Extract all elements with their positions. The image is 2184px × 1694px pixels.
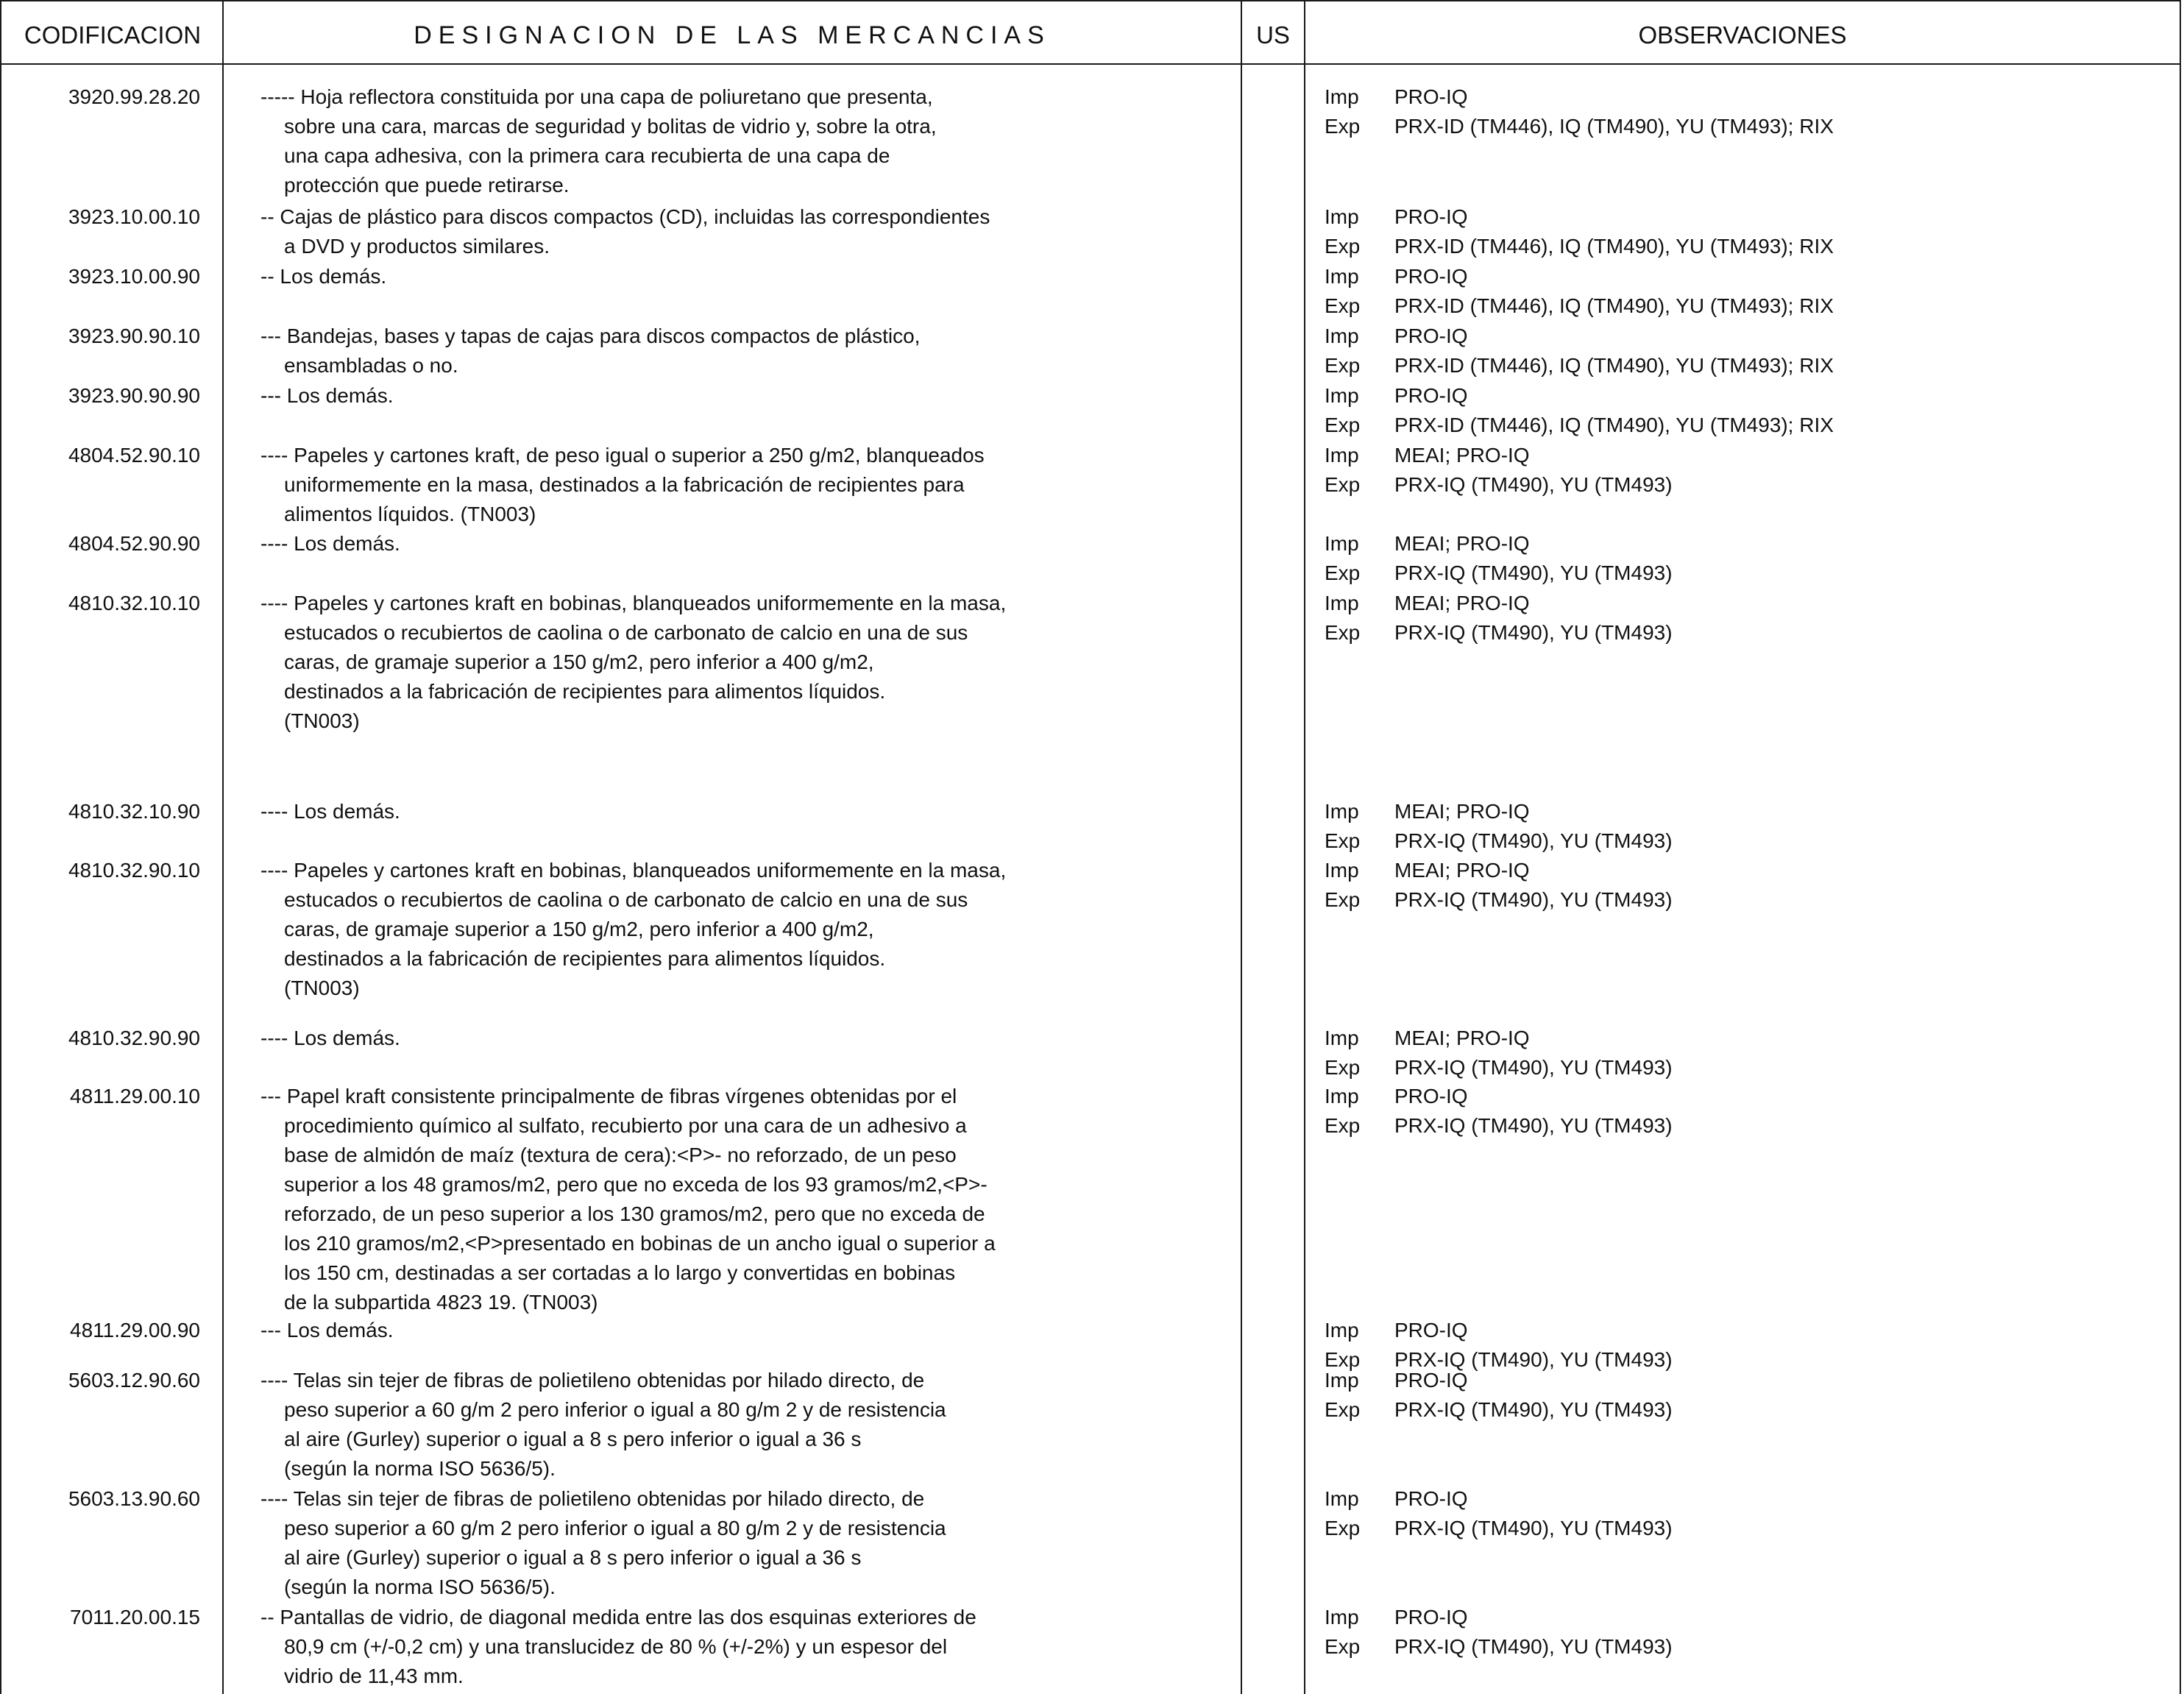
header-bottom-rule — [0, 63, 2181, 65]
observation-line — [1325, 1484, 2134, 1514]
designation-line: estucados o recubiertos de caolina o de carbonato de calcio en una de sus — [284, 621, 968, 644]
observation-line — [1325, 1632, 2134, 1662]
designation-line: caras, de gramaje superior a 150 g/m2, pero inferior a 400 g/m2, — [284, 651, 874, 673]
column-rule-right — [2180, 0, 2181, 1694]
row-code: 7011.20.00.15 — [70, 1606, 200, 1629]
header-codificacion-text: CODIFICACION — [24, 21, 202, 49]
designation-line: destinados a la fabricación de recipientes para alimentos líquidos. — [284, 947, 886, 970]
header-designacion-text: DESIGNACION DE LAS MERCANCIAS — [414, 21, 1051, 49]
designation-line: al aire (Gurley) superior o igual a 8 s pero inferior o igual a 36 s — [284, 1428, 862, 1450]
header-observaciones-text: OBSERVACIONES — [1638, 21, 1847, 49]
designation-line: procedimiento químico al sulfato, recubierto por una cara de un adhesivo a — [284, 1114, 967, 1137]
row-code: 3923.90.90.90 — [68, 384, 200, 407]
observation-kind: Imp — [1325, 859, 1359, 882]
designation-line: -- Los demás. — [260, 265, 387, 288]
observation-value: PRX-IQ (TM490), YU (TM493) — [1394, 888, 1673, 911]
designation-line: ensambladas o no. — [284, 354, 458, 377]
observation-line — [1325, 826, 2134, 856]
row-observations — [1325, 856, 2134, 915]
observation-kind: Exp — [1325, 829, 1361, 852]
observation-value: PRX-IQ (TM490), YU (TM493) — [1394, 1056, 1673, 1079]
row-code: 4810.32.90.90 — [68, 1027, 200, 1049]
designation-line: al aire (Gurley) superior o igual a 8 s pero inferior o igual a 36 s — [284, 1546, 862, 1569]
observation-kind: Imp — [1325, 800, 1359, 823]
observation-kind: Exp — [1325, 1056, 1361, 1079]
designation-line: ---- Papeles y cartones kraft en bobinas, blanqueados uniformemente en la masa, — [260, 592, 1007, 614]
row-code: 4810.32.10.90 — [68, 800, 200, 823]
row-code: 4810.32.10.10 — [68, 592, 200, 614]
observation-kind: Imp — [1325, 1606, 1359, 1629]
observation-line — [1325, 470, 2134, 500]
observation-value: PRX-IQ (TM490), YU (TM493) — [1394, 1114, 1673, 1137]
header-observaciones — [1305, 9, 2180, 62]
row-designation — [260, 529, 1217, 559]
observation-value: MEAI; PRO-IQ — [1394, 532, 1530, 555]
observation-line — [1325, 411, 2134, 440]
row-designation — [260, 1484, 1217, 1602]
designation-line: (según la norma ISO 5636/5). — [284, 1576, 556, 1598]
observation-value: PRO-IQ — [1394, 85, 1468, 108]
row-observations — [1325, 82, 2134, 141]
designation-line: ---- Telas sin tejer de fibras de polietileno obtenidas por hilado directo, de — [260, 1369, 925, 1392]
observation-kind: Imp — [1325, 85, 1359, 108]
observation-value: MEAI; PRO-IQ — [1394, 592, 1530, 614]
observation-value: PRX-ID (TM446), IQ (TM490), YU (TM493); RIX — [1394, 294, 1834, 317]
observation-kind: Imp — [1325, 1487, 1359, 1510]
row-observations — [1325, 441, 2134, 500]
row-designation — [260, 1024, 1217, 1053]
row-designation — [260, 202, 1217, 261]
row-observations — [1325, 529, 2134, 588]
row-code: 4811.29.00.10 — [70, 1085, 200, 1108]
observation-value: PRX-ID (TM446), IQ (TM490), YU (TM493); RIX — [1394, 354, 1834, 377]
observation-value: PRO-IQ — [1394, 325, 1468, 347]
row-designation — [260, 856, 1217, 1003]
designation-line: (según la norma ISO 5636/5). — [284, 1457, 556, 1480]
observation-value: PRX-IQ (TM490), YU (TM493) — [1394, 1517, 1673, 1539]
observation-line — [1325, 1024, 2134, 1053]
designation-line: de la subpartida 4823 19. (TN003) — [284, 1291, 598, 1314]
row-code: 5603.13.90.60 — [68, 1487, 200, 1510]
row-observations — [1325, 797, 2134, 856]
designation-line: ---- Los demás. — [260, 800, 400, 823]
row-designation — [260, 1366, 1217, 1484]
observation-kind: Exp — [1325, 1398, 1361, 1421]
row-observations — [1325, 202, 2134, 261]
designation-line: protección que puede retirarse. — [284, 174, 570, 196]
column-rule-us — [1304, 0, 1305, 1694]
row-designation — [260, 381, 1217, 411]
observation-line — [1325, 856, 2134, 885]
observation-line — [1325, 1514, 2134, 1543]
observation-value: PRX-IQ (TM490), YU (TM493) — [1394, 621, 1673, 644]
designation-line: superior a los 48 gramos/m2, pero que no exceda de los 93 gramos/m2,<P>- — [284, 1173, 988, 1196]
header-codificacion — [3, 9, 222, 62]
observation-value: PRO-IQ — [1394, 205, 1468, 228]
row-observations — [1325, 1024, 2134, 1082]
observation-line — [1325, 1603, 2134, 1632]
column-rule-code — [222, 0, 224, 1694]
observation-line — [1325, 589, 2134, 618]
observation-line — [1325, 1366, 2134, 1395]
designation-line: sobre una cara, marcas de seguridad y bolitas de vidrio y, sobre la otra, — [284, 115, 937, 138]
row-designation — [260, 589, 1217, 736]
observation-kind: Imp — [1325, 444, 1359, 467]
observation-kind: Exp — [1325, 115, 1361, 138]
designation-line: ---- Los demás. — [260, 1027, 400, 1049]
designation-line: vidrio de 11,43 mm. — [284, 1665, 464, 1687]
designation-line: --- Los demás. — [260, 384, 394, 407]
observation-kind: Imp — [1325, 265, 1359, 288]
row-designation — [260, 322, 1217, 380]
observation-line — [1325, 322, 2134, 351]
observation-line — [1325, 112, 2134, 141]
observation-kind: Imp — [1325, 1369, 1359, 1392]
row-designation — [260, 1316, 1217, 1345]
row-code: 4811.29.00.90 — [70, 1319, 200, 1342]
observation-value: PRX-IQ (TM490), YU (TM493) — [1394, 1348, 1673, 1371]
observation-value: PRX-IQ (TM490), YU (TM493) — [1394, 473, 1673, 496]
designation-line: estucados o recubiertos de caolina o de carbonato de calcio en una de sus — [284, 888, 968, 911]
observation-kind: Imp — [1325, 384, 1359, 407]
observation-kind: Imp — [1325, 532, 1359, 555]
observation-line — [1325, 797, 2134, 826]
observation-kind: Exp — [1325, 621, 1361, 644]
row-code: 4804.52.90.10 — [68, 444, 200, 467]
observation-kind: Imp — [1325, 325, 1359, 347]
row-code: 4804.52.90.90 — [68, 532, 200, 555]
designation-line: peso superior a 60 g/m 2 pero inferior o igual a 80 g/m 2 y de resistencia — [284, 1398, 946, 1421]
observation-value: MEAI; PRO-IQ — [1394, 1027, 1530, 1049]
row-code: 3923.10.00.10 — [68, 205, 200, 228]
observation-line — [1325, 82, 2134, 112]
column-rule-left — [0, 0, 1, 1694]
observation-kind: Exp — [1325, 354, 1361, 377]
observation-value: PRX-IQ (TM490), YU (TM493) — [1394, 1398, 1673, 1421]
designation-line: base de almidón de maíz (textura de cera):<P>- no reforzado, de un peso — [284, 1144, 957, 1166]
observation-kind: Exp — [1325, 1348, 1361, 1371]
designation-line: caras, de gramaje superior a 150 g/m2, pero inferior a 400 g/m2, — [284, 918, 874, 940]
designation-line: -- Cajas de plástico para discos compactos (CD), incluidas las correspondientes — [260, 205, 990, 228]
row-designation — [260, 262, 1217, 291]
observation-kind: Exp — [1325, 1635, 1361, 1658]
designation-line: reforzado, de un peso superior a los 130 gramos/m2, pero que no exceda de — [284, 1202, 985, 1225]
observation-kind: Imp — [1325, 592, 1359, 614]
observation-kind: Exp — [1325, 561, 1361, 584]
designation-line: (TN003) — [284, 709, 360, 732]
row-observations — [1325, 262, 2134, 321]
row-designation — [260, 82, 1217, 200]
row-observations — [1325, 1603, 2134, 1662]
designation-line: --- Papel kraft consistente principalmente de fibras vírgenes obtenidas por el — [260, 1085, 957, 1108]
observation-line — [1325, 291, 2134, 321]
observation-line — [1325, 351, 2134, 380]
observation-value: PRX-IQ (TM490), YU (TM493) — [1394, 1635, 1673, 1658]
observation-kind: Exp — [1325, 888, 1361, 911]
observation-value: MEAI; PRO-IQ — [1394, 444, 1530, 467]
designation-line: uniformemente en la masa, destinados a la fabricación de recipientes para — [284, 473, 965, 496]
designation-line: --- Bandejas, bases y tapas de cajas para discos compactos de plástico, — [260, 325, 921, 347]
observation-line — [1325, 1053, 2134, 1082]
observation-line — [1325, 885, 2134, 915]
header-designacion — [224, 9, 1241, 62]
observation-kind: Exp — [1325, 1114, 1361, 1137]
observation-line — [1325, 441, 2134, 470]
observation-value: PRO-IQ — [1394, 265, 1468, 288]
row-code: 4810.32.90.10 — [68, 859, 200, 882]
observation-value: PRO-IQ — [1394, 1319, 1468, 1342]
designation-line: ---- Papeles y cartones kraft, de peso igual o superior a 250 g/m2, blanqueados — [260, 444, 985, 467]
header-us-text: US — [1256, 21, 1290, 49]
header-top-rule — [0, 0, 2181, 1]
observation-value: PRO-IQ — [1394, 384, 1468, 407]
row-observations — [1325, 322, 2134, 380]
observation-line — [1325, 618, 2134, 648]
observation-kind: Exp — [1325, 1517, 1361, 1539]
observation-value: PRX-ID (TM446), IQ (TM490), YU (TM493); RIX — [1394, 235, 1834, 258]
designation-line: destinados a la fabricación de recipientes para alimentos líquidos. — [284, 680, 886, 703]
row-code: 3920.99.28.20 — [68, 85, 200, 108]
observation-kind: Exp — [1325, 414, 1361, 436]
observation-value: MEAI; PRO-IQ — [1394, 859, 1530, 882]
designation-line: peso superior a 60 g/m 2 pero inferior o igual a 80 g/m 2 y de resistencia — [284, 1517, 946, 1539]
observation-line — [1325, 232, 2134, 261]
observation-value: PRO-IQ — [1394, 1369, 1468, 1392]
observation-value: PRO-IQ — [1394, 1085, 1468, 1108]
designation-line: 80,9 cm (+/-0,2 cm) y una translucidez de 80 % (+/-2%) y un espesor del — [284, 1635, 948, 1658]
designation-line: --- Los demás. — [260, 1319, 394, 1342]
designation-line: alimentos líquidos. (TN003) — [284, 503, 536, 525]
observation-line — [1325, 1395, 2134, 1425]
observation-kind: Exp — [1325, 294, 1361, 317]
observation-line — [1325, 1082, 2134, 1111]
row-observations — [1325, 1082, 2134, 1141]
observation-value: PRX-IQ (TM490), YU (TM493) — [1394, 829, 1673, 852]
observation-value: PRO-IQ — [1394, 1487, 1468, 1510]
observation-kind: Imp — [1325, 205, 1359, 228]
designation-line: una capa adhesiva, con la primera cara recubierta de una capa de — [284, 144, 890, 167]
row-designation — [260, 1603, 1217, 1691]
designation-line: ----- Hoja reflectora constituida por una capa de poliuretano que presenta, — [260, 85, 933, 108]
observation-line — [1325, 559, 2134, 588]
row-code: 3923.90.90.10 — [68, 325, 200, 347]
observation-kind: Imp — [1325, 1319, 1359, 1342]
row-observations — [1325, 381, 2134, 440]
observation-value: PRO-IQ — [1394, 1606, 1468, 1629]
row-observations — [1325, 1484, 2134, 1543]
observation-kind: Exp — [1325, 473, 1361, 496]
row-designation — [260, 1082, 1217, 1317]
observation-kind: Exp — [1325, 235, 1361, 258]
designation-line: los 150 cm, destinadas a ser cortadas a lo largo y convertidas en bobinas — [284, 1261, 956, 1284]
row-observations — [1325, 589, 2134, 648]
observation-line — [1325, 262, 2134, 291]
designation-line: los 210 gramos/m2,<P>presentado en bobinas de un ancho igual o superior a — [284, 1232, 996, 1255]
observation-value: PRX-ID (TM446), IQ (TM490), YU (TM493); RIX — [1394, 414, 1834, 436]
row-designation — [260, 797, 1217, 826]
designation-line: (TN003) — [284, 977, 360, 999]
designation-line: ---- Papeles y cartones kraft en bobinas, blanqueados uniformemente en la masa, — [260, 859, 1007, 882]
observation-line — [1325, 202, 2134, 232]
row-observations — [1325, 1366, 2134, 1425]
observation-kind: Imp — [1325, 1027, 1359, 1049]
designation-line: -- Pantallas de vidrio, de diagonal medida entre las dos esquinas exteriores de — [260, 1606, 976, 1629]
observation-line — [1325, 1111, 2134, 1141]
observation-kind: Imp — [1325, 1085, 1359, 1108]
observation-line — [1325, 1316, 2134, 1345]
column-rule-designation — [1241, 0, 1242, 1694]
observation-value: MEAI; PRO-IQ — [1394, 800, 1530, 823]
observation-value: PRX-ID (TM446), IQ (TM490), YU (TM493); RIX — [1394, 115, 1834, 138]
observation-line — [1325, 529, 2134, 559]
row-designation — [260, 441, 1217, 529]
designation-line: ---- Telas sin tejer de fibras de polietileno obtenidas por hilado directo, de — [260, 1487, 925, 1510]
row-code: 3923.10.00.90 — [68, 265, 200, 288]
observation-line — [1325, 381, 2134, 411]
header-us — [1242, 9, 1304, 62]
designation-line: a DVD y productos similares. — [284, 235, 550, 258]
observation-value: PRX-IQ (TM490), YU (TM493) — [1394, 561, 1673, 584]
row-code: 5603.12.90.60 — [68, 1369, 200, 1392]
designation-line: ---- Los demás. — [260, 532, 400, 555]
